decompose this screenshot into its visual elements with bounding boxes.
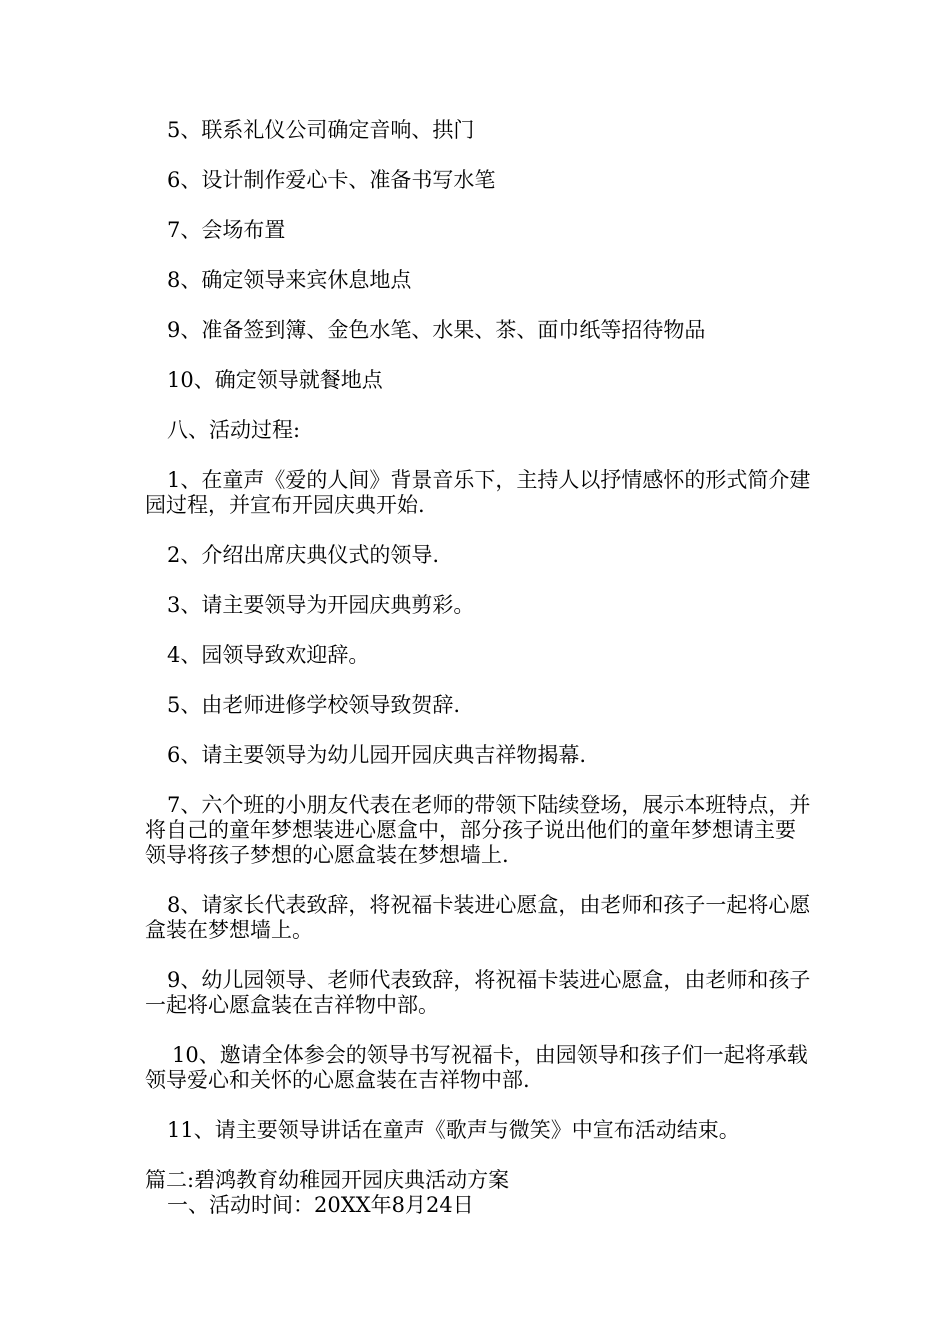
- list-item: 6、请主要领导为幼儿园开园庆典吉祥物揭幕.: [167, 743, 587, 767]
- list-item: 11、请主要领导讲话在童声《歌声与微笑》中宣布活动结束。: [167, 1118, 740, 1142]
- list-item: 1、在童声《爱的人间》背景音乐下，主持人以抒情感怀的形式简介建园过程，并宣布开园庆典开始.: [145, 468, 811, 517]
- list-item: 7、六个班的小朋友代表在老师的带领下陆续登场，展示本班特点，并将自己的童年梦想装进心愿盒中，部分孩子说出他们的童年梦想请主要领导将孩子梦想的心愿盒装在梦想墙上.: [145, 793, 811, 867]
- list-item: 7、会场布置: [167, 218, 286, 242]
- section-first-line: 一、活动时间：20XX年8月24日: [167, 1193, 474, 1217]
- list-item: 5、由老师进修学校领导致贺辞.: [167, 693, 461, 717]
- list-item: 10、邀请全体参会的领导书写祝福卡，由园领导和孩子们一起将承载领导爱心和关怀的心愿盒装在吉祥物中部.: [145, 1043, 808, 1092]
- list-item: 9、准备签到簿、金色水笔、水果、茶、面巾纸等招待物品: [167, 318, 706, 342]
- section-heading: 八、活动过程:: [167, 418, 301, 442]
- list-item: 5、联系礼仪公司确定音响、拱门: [167, 118, 475, 142]
- list-item: 8、请家长代表致辞，将祝福卡装进心愿盒，由老师和孩子一起将心愿盒装在梦想墙上。: [145, 893, 811, 942]
- list-item: 9、幼儿园领导、老师代表致辞，将祝福卡装进心愿盒，由老师和孩子一起将心愿盒装在吉祥物中部。: [145, 968, 811, 1017]
- list-item: 8、确定领导来宾休息地点: [167, 268, 412, 292]
- list-item: 6、设计制作爱心卡、准备书写水笔: [167, 168, 496, 192]
- section-title: 篇二:碧鸿教育幼稚园开园庆典活动方案: [145, 1168, 510, 1192]
- list-item: 3、请主要领导为开园庆典剪彩。: [167, 593, 475, 617]
- document-body: [145, 118, 815, 1218]
- list-item: 4、园领导致欢迎辞。: [167, 643, 370, 667]
- list-item: 2、介绍出席庆典仪式的领导.: [167, 543, 440, 567]
- list-item: 10、确定领导就餐地点: [167, 368, 383, 392]
